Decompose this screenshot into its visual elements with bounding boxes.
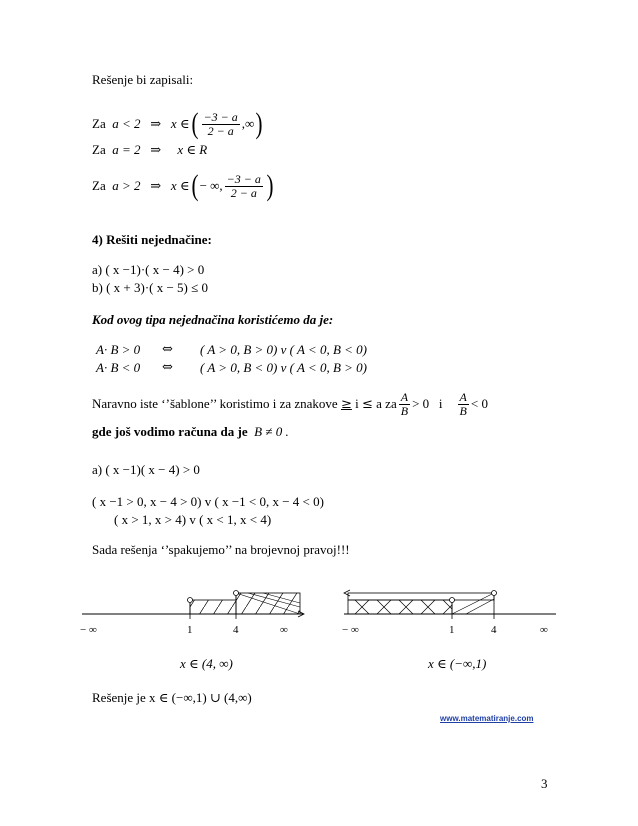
- fraction: [202, 111, 240, 138]
- implies-symbol: ⇒: [150, 178, 162, 194]
- tick-label-1: 1: [187, 624, 193, 636]
- number-line-left: [78, 585, 308, 645]
- open-point-4: [234, 591, 239, 596]
- website-link[interactable]: www.matematiranje.com: [440, 714, 534, 723]
- gt-zero: > 0: [412, 396, 430, 411]
- note-bold: gde još vodimo računa da je: [92, 424, 248, 439]
- tick-label-4: 4: [491, 624, 497, 636]
- case-condition: a < 2: [112, 116, 141, 131]
- tick-label-1: 1: [449, 624, 455, 636]
- fraction: [225, 173, 263, 200]
- fraction-denominator: 2 − a: [230, 185, 257, 200]
- task-b: b) ( x + 3)·( x − 5) ≤ 0: [92, 280, 209, 295]
- page-number: 3: [541, 776, 548, 791]
- case-a-less-2: [92, 102, 264, 146]
- fraction-a-over-b: [399, 391, 410, 418]
- rule-line1-right: ( A > 0, B > 0) v ( A < 0, B < 0): [200, 342, 368, 357]
- hatch-x-lt-4: [348, 593, 494, 600]
- case-condition: a > 2: [112, 178, 141, 193]
- result-left: x ∈ (4, ∞): [180, 656, 233, 671]
- case-result: x ∈ R: [177, 142, 208, 157]
- pack-text: Sada rešenja ‘’spakujemo’’ na brojevnoj pravoj!!!: [92, 542, 350, 557]
- right-paren: ): [266, 169, 274, 202]
- final-solution: Rešenje je x ∈ (−∞,1) ∪ (4,∞): [92, 690, 252, 705]
- le-symbol: ≤: [362, 396, 373, 412]
- solution-cases-1: ( x −1 > 0, x − 4 > 0) v ( x −1 < 0, x − 4 < 0): [92, 494, 324, 509]
- templates-text: Naravno iste ‘’šablone’’ koristimo i za znakove: [92, 396, 338, 411]
- rule-line2-left: A· B < 0: [96, 360, 141, 375]
- tick-label-inf: ∞: [280, 624, 288, 636]
- fraction-denominator: B: [400, 403, 409, 418]
- right-paren: ): [255, 107, 263, 140]
- result-right: x ∈ (−∞,1): [428, 656, 487, 671]
- rule-line1-left: A· B > 0: [96, 342, 141, 357]
- lt-zero: < 0: [470, 396, 488, 411]
- solution-a-line: a) ( x −1)( x − 4) > 0: [92, 462, 200, 477]
- conj-i-2: i: [438, 396, 443, 411]
- aza-text: a za: [376, 396, 397, 411]
- hatch-x-gt-1: [190, 600, 236, 614]
- rule-line2-right: ( A > 0, B < 0) v ( A < 0, B > 0): [200, 360, 368, 375]
- note-condition: B ≠ 0 .: [254, 424, 289, 439]
- case-a-equal-2: [92, 142, 207, 158]
- fraction-numerator: −3 − a: [226, 171, 261, 186]
- fraction-numerator: −3 − a: [203, 109, 238, 124]
- tick-label-4: 4: [233, 624, 239, 636]
- implies-symbol: ⇒: [150, 116, 162, 132]
- open-point-4: [492, 591, 497, 596]
- ge-symbol: ≥: [340, 396, 352, 412]
- left-paren: (: [191, 169, 199, 202]
- fraction-a-over-b: [458, 391, 469, 418]
- open-point-1: [450, 598, 455, 603]
- case-prefix: Za: [92, 142, 106, 157]
- case-condition: a = 2: [112, 142, 141, 157]
- iff-symbol: ⇔: [162, 342, 173, 357]
- fraction-denominator: 2 − a: [207, 123, 234, 138]
- number-line-right: [340, 585, 560, 645]
- task-a: a) ( x −1)·( x − 4) > 0: [92, 262, 205, 277]
- x-in: x ∈: [170, 178, 190, 193]
- rule-heading: Kod ovog tipa nejednačina koristićemo da je:: [92, 312, 334, 327]
- tick-label-inf: ∞: [540, 624, 548, 636]
- cross-hatch: [452, 593, 494, 614]
- open-point-1: [188, 598, 193, 603]
- task-heading: 4) Rešiti nejednačine:: [92, 232, 212, 247]
- left-paren: (: [191, 107, 199, 140]
- fraction-numerator: A: [400, 389, 409, 404]
- tick-label-minus-inf: − ∞: [80, 624, 97, 636]
- templates-line: [92, 386, 488, 422]
- iff-symbol: ⇔: [162, 360, 173, 375]
- case-prefix: Za: [92, 178, 106, 193]
- interval-tail: ,∞: [241, 116, 255, 131]
- conj-i: i: [355, 396, 359, 411]
- implies-symbol: ⇒: [150, 142, 162, 158]
- interval-head: − ∞,: [199, 178, 223, 193]
- tick-label-minus-inf: − ∞: [342, 624, 359, 636]
- fraction-numerator: A: [459, 389, 467, 404]
- fraction-denominator: B: [459, 403, 467, 418]
- case-prefix: Za: [92, 116, 106, 131]
- intro-text: Rešenje bi zapisali:: [92, 72, 194, 87]
- solution-cases-2: ( x > 1, x > 4) v ( x < 1, x < 4): [114, 512, 272, 527]
- x-in: x ∈: [170, 116, 190, 131]
- hatch-x-lt-1: [348, 600, 452, 614]
- note-line: [92, 424, 289, 440]
- case-a-greater-2: [92, 164, 275, 208]
